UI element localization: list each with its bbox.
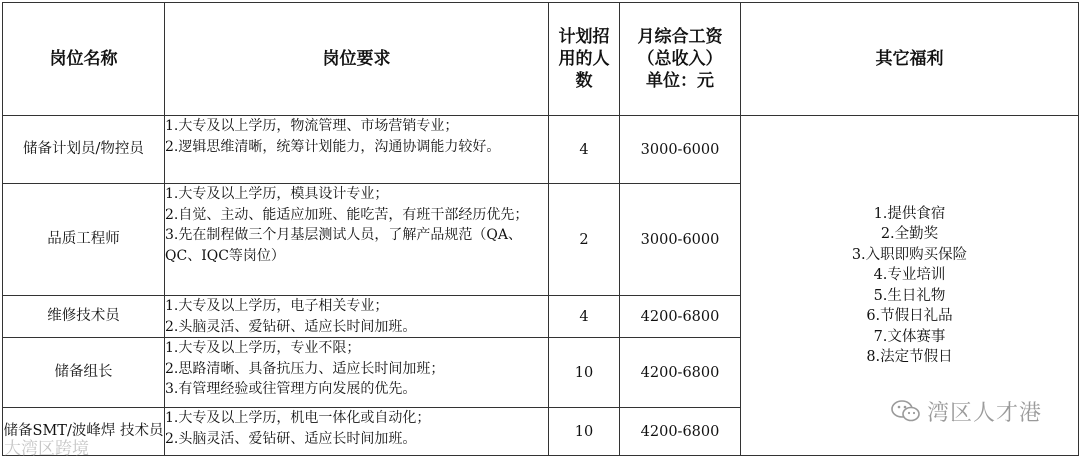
watermark-text: 湾区人才港 [926, 401, 1042, 426]
position-requirements [165, 116, 549, 184]
requirement-line: 2.自觉、主动、能适应加班、能吃苦，有班干部经历优先； [165, 206, 529, 223]
table-row [3, 116, 1079, 184]
requirement-line: 2.逻辑思维清晰，统筹计划能力，沟通协调能力较好。 [165, 138, 501, 155]
headcount-value: 4 [549, 116, 620, 184]
position-name: 储备SMT/波峰焊 技术员 [3, 408, 165, 456]
benefit-item: 2.全勤奖 [880, 226, 939, 242]
header-requirements: 岗位要求 [165, 3, 549, 116]
header-salary-line3: 单位：元 [646, 71, 714, 91]
requirement-line: 2.头脑灵活、爱钻研、适应长时间加班。 [165, 318, 417, 335]
requirement-line: 2.头脑灵活、爱钻研、适应长时间加班。 [165, 430, 417, 447]
requirement-line: 1.大专及以上学历，机电一体化或自动化； [165, 410, 431, 426]
header-row [3, 3, 1079, 116]
requirement-line: 3.先在制程做三个月基层测试人员，了解产品规范（QA、QC、IQC等岗位） [165, 227, 522, 264]
benefit-item: 6.节假日礼品 [866, 308, 953, 324]
position-requirements [165, 408, 549, 456]
requirement-line: 2.思路清晰、具备抗压力、适应长时间加班； [165, 360, 445, 377]
position-requirements [165, 296, 549, 338]
position-name: 储备组长 [3, 338, 165, 408]
benefit-item: 5.生日礼物 [873, 287, 946, 304]
headcount-value: 2 [549, 184, 620, 296]
position-name: 储备计划员/物控员 [3, 116, 165, 184]
requirement-line: 1.大专及以上学历，模具设计专业； [165, 186, 389, 202]
recruitment-table [2, 2, 1079, 456]
requirement-line: 1.大专及以上学历，电子相关专业； [165, 298, 389, 314]
salary-value: 4200-6800 [620, 408, 741, 456]
header-salary [620, 3, 741, 116]
position-name: 维修技术员 [3, 296, 165, 338]
benefit-item: 3.入职即购买保险 [851, 246, 968, 263]
benefit-item: 4.专业培训 [873, 267, 946, 283]
benefit-item: 1.提供食宿 [873, 205, 946, 222]
headcount-value: 10 [549, 408, 620, 456]
header-headcount [549, 3, 620, 116]
salary-value: 4200-6800 [620, 296, 741, 338]
headcount-value: 10 [549, 338, 620, 408]
header-benefits: 其它福利 [741, 3, 1079, 116]
position-requirements [165, 184, 549, 296]
benefit-item: 7.文体赛事 [873, 328, 946, 345]
position-requirements [165, 338, 549, 408]
corner-watermark: 大湾区跨境 [4, 439, 89, 459]
headcount-value: 4 [549, 296, 620, 338]
requirement-line: 1.大专及以上学历，物流管理、市场营销专业； [165, 118, 459, 134]
header-salary-line2: （总收入） [637, 49, 723, 69]
watermark [891, 396, 1042, 429]
header-salary-line1: 月综合工资 [637, 27, 723, 47]
salary-value: 3000-6000 [620, 116, 741, 184]
requirement-line: 1.大专及以上学历，专业不限； [165, 340, 361, 356]
salary-value: 3000-6000 [620, 184, 741, 296]
wechat-icon [891, 399, 921, 429]
header-position: 岗位名称 [3, 3, 165, 116]
salary-value: 4200-6800 [620, 338, 741, 408]
header-headcount-text: 计划招用的人数 [558, 27, 610, 91]
benefit-item: 8.法定节假日 [866, 349, 953, 365]
position-name: 品质工程师 [3, 184, 165, 296]
requirement-line: 3.有管理经验或往管理方向发展的优先。 [165, 381, 417, 397]
